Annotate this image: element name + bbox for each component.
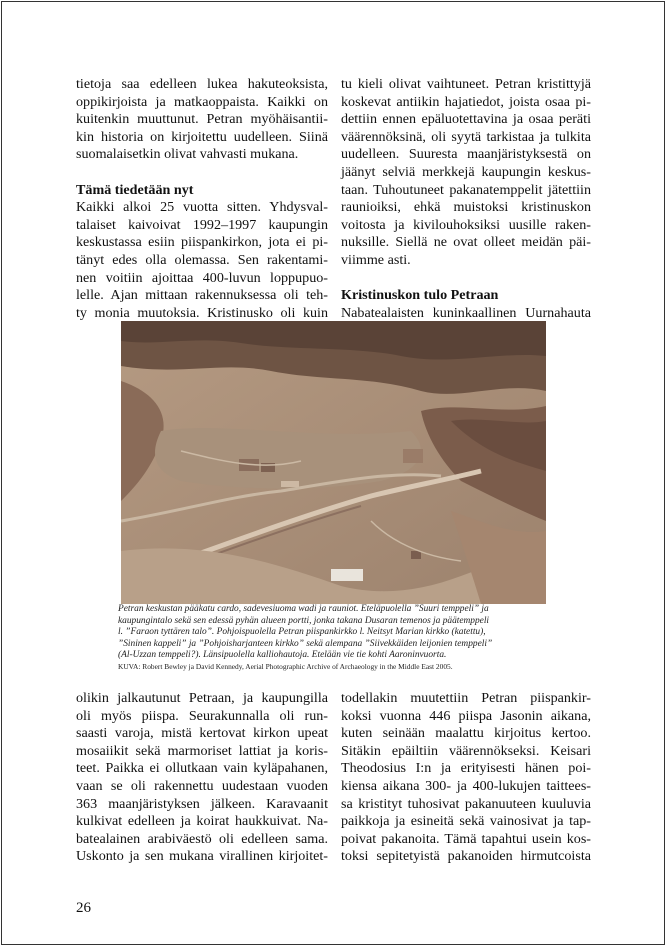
text-line: vaan se oli rakennettu uudestaan vuoden bbox=[76, 777, 328, 794]
text-line: nen voitiin ajoittaa 400-luvun loppupuo- bbox=[76, 269, 328, 286]
text-line: kiensa aikana 300- ja 400-lukujen taittees- bbox=[341, 777, 591, 794]
text-line: nuksille. Siellä ne ovat olleet meidän päi- bbox=[341, 234, 591, 251]
text-line: taan. Tuhoutuneet pakanatemppelit jätettiin bbox=[341, 181, 591, 198]
text-line: todellakin muutettiin Petran piispankir- bbox=[341, 690, 591, 706]
text-line: kaupungintalo sekä sen edessä pyhän alueen portti, jonka takana Dusaran temenos ja päätemppeli bbox=[118, 615, 490, 626]
text-line: voitosta ja kivilouhoksiksi uusille raken- bbox=[341, 216, 591, 233]
left-column-top bbox=[76, 76, 328, 322]
photo-credit: KUVA: Robert Bewley ja David Kennedy, Aerial Photographic Archive of Archaeology in the Middle East 2005. bbox=[118, 661, 453, 671]
text-line: l. ”Faraon tyttären talo”. Pohjoispuolella Petran piispankirkko l. Neitsyt Marian kirkko (katettu), bbox=[118, 627, 486, 638]
text-line: Nabatealaisten kuninkaallinen Uurnahauta bbox=[341, 304, 591, 321]
text-line: raunioiksi, ehkä muistoksi kristinuskon bbox=[341, 199, 591, 216]
text-line: kin historia on kirjoitettu uudelleen. Siinä bbox=[76, 128, 328, 145]
text-line: ty monia muutoksia. Kristinusko oli kuin bbox=[76, 304, 328, 321]
text-line: toksi sepitetyistä pakanoiden hirmutcoista bbox=[341, 848, 591, 865]
text-line: tänyt edes olla olemassa. Sen rakentami- bbox=[76, 251, 328, 268]
text-line: teet. Paikka ei ollutkaan vain kyläpahanen, bbox=[76, 760, 328, 777]
aerial-photo-petra bbox=[121, 321, 546, 604]
photo-caption bbox=[118, 604, 550, 672]
text-line: 363 maanjäristyksen jälkeen. Karavaanit bbox=[76, 795, 328, 812]
text-line: paikkoja ja esineitä sekä vainosivat ja tap- bbox=[341, 813, 591, 830]
left-column-bottom bbox=[76, 690, 328, 866]
text-line: sa kristityt tuhosivat pakanuuteen kuuluvia bbox=[341, 795, 591, 812]
text-line: dettiin ennen epäluotettavina ja osaa peräti bbox=[341, 111, 591, 128]
page-number: 26 bbox=[76, 900, 91, 916]
text-line: mosaiikit sekä marmoriset lattiat ja koris- bbox=[76, 742, 328, 759]
text-line: kuitenkin muuttunut. Petran myöhäisantii- bbox=[76, 111, 328, 128]
right-column-top bbox=[341, 76, 591, 322]
right-column-bottom bbox=[341, 690, 591, 866]
text-line: olikin jalkautunut Petraan, ja kaupungilla bbox=[76, 690, 328, 706]
text-line: väärennöksinä, oli syytä tarkistaa ja tulkita bbox=[341, 128, 591, 145]
text-line: Uskonto ja sen mukana virallinen kirjoitet- bbox=[76, 848, 328, 865]
text-line: Theodosius I:n ja erityisesti hänen poi- bbox=[341, 760, 591, 777]
section-heading-kristinuskon-tulo: Kristinuskon tulo Petraan bbox=[341, 287, 499, 304]
text-line: lelle. Ajan mittaan rakennuksessa oli teh- bbox=[76, 287, 328, 304]
text-line: kuten seinään maalattu kirjoitus kertoo. bbox=[341, 725, 591, 742]
text-line: tietoja saa edelleen lukea hakuteoksista, bbox=[76, 76, 328, 92]
text-line: koksi vuonna 446 piispa Jasonin aikana, bbox=[341, 707, 591, 724]
text-line: Sitäkin epäiltiin väärennökseksi. Keisari bbox=[341, 742, 591, 759]
section-heading-tama-tiedetaan-nyt: Tämä tiedetään nyt bbox=[76, 181, 194, 198]
text-line: oli myös piispa. Seurakunnalla oli run- bbox=[76, 707, 328, 724]
text-line: kulkivat edelleen ja koirat haukkuivat. Na- bbox=[76, 813, 328, 830]
text-line: Petran keskustan pääkatu cardo, sadevesiuoma wadi ja rauniot. Eteläpuolella ”Suuri temppeli” ja bbox=[118, 604, 489, 614]
text-line: uudelleen. Suuresta maanjäristyksestä on bbox=[341, 146, 591, 163]
text-line: koskevat antiikin hajatiedot, joista osaa pi- bbox=[341, 93, 591, 110]
text-line: keskustassa esiin piispankirkon, jota ei pi- bbox=[76, 234, 328, 251]
text-line: poivat pakanoita. Tämä tapahtui usein kos- bbox=[341, 830, 591, 847]
text-line: Kaikki alkoi 25 vuotta sitten. Yhdysval- bbox=[76, 199, 328, 216]
text-line: oppikirjoista ja matkaoppaista. Kaikki on bbox=[76, 93, 328, 110]
text-line: saasti varoja, mistä kertovat kirkon upeat bbox=[76, 725, 328, 742]
text-line: viimme asti. bbox=[341, 251, 411, 268]
text-line: batealainen arabiväestö oli edelleen sama. bbox=[76, 830, 328, 847]
text-line: talaiset kaivoivat 1992–1997 kaupungin bbox=[76, 216, 328, 233]
text-line: jäänyt selviä merkkejä kaupungin keskus- bbox=[341, 163, 591, 180]
text-line: (Al-Uzzan temppeli?). Länsipuolella kalliohautoja. Etelään vie tie kohti Aaroninvuorta. bbox=[118, 650, 447, 661]
text-line: suomalaisetkin olivat vahvasti mukana. bbox=[76, 146, 299, 163]
text-line: tu kieli olivat vaihtuneet. Petran kristittyjä bbox=[341, 76, 591, 92]
text-line: ”Sininen kappeli” ja ”Pohjoisharjanteen kirkko” sekä alempana ”Siivekkäiden leijonien temppeli” bbox=[118, 638, 493, 649]
